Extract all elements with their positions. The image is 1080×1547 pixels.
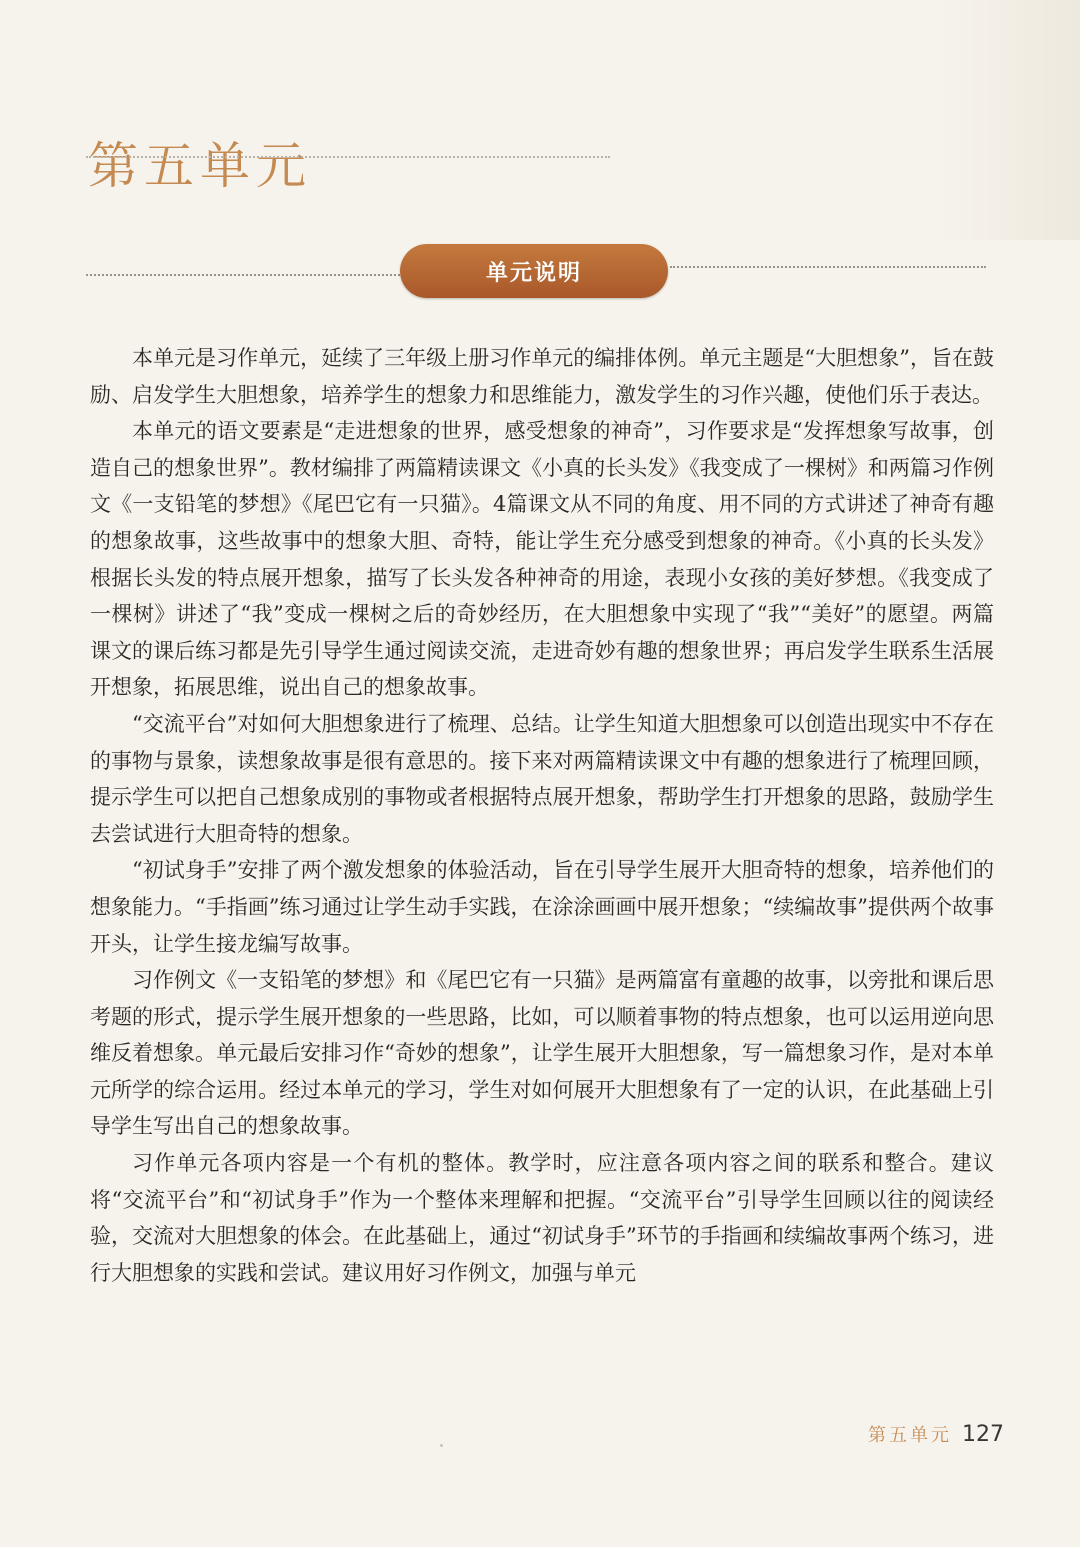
footer-unit-label: 第五单元	[868, 1425, 952, 1446]
unit-title: 第五单元	[88, 136, 312, 195]
section-label-pill	[400, 244, 668, 298]
paragraph: 习作单元各项内容是一个有机的整体。教学时，应注意各项内容之间的联系和整合。建议将“交流平台”和“初试身手”作为一个整体来理解和把握。“交流平台”引导学生回顾以往的阅读经验，交流对大胆想象的体会。在此基础上，通过“初试身手”环节的手指画和续编故事两个练习，进行大胆想象的实践和尝试。建议用好习作例文，加强与单元	[90, 1151, 994, 1285]
body-text	[90, 340, 994, 1291]
print-mark	[440, 1444, 443, 1447]
section-label: 单元说明	[485, 260, 582, 286]
paragraph: 习作例文《一支铅笔的梦想》和《尾巴它有一只猫》是两篇富有童趣的故事，以旁批和课后思考题的形式，提示学生展开想象的一些思路，比如，可以顺着事物的特点想象，也可以运用逆向思维反着想象。单元最后安排习作“奇妙的想象”，让学生展开大胆想象，写一篇想象习作，是对本单元所学的综合运用。经过本单元的学习，学生对如何展开大胆想象有了一定的认识，在此基础上引导学生写出自己的想象故事。	[90, 968, 994, 1139]
paper-edge-shading	[940, 0, 1080, 240]
paragraph: “交流平台”对如何大胆想象进行了梳理、总结。让学生知道大胆想象可以创造出现实中不存在的事物与景象，读想象故事是很有意思的。接下来对两篇精读课文中有趣的想象进行了梳理回顾，提示学生可以把自己想象成别的事物或者根据特点展开想象，帮助学生打开想象的思路，鼓励学生去尝试进行大胆奇特的想象。	[90, 711, 994, 846]
paragraph: 本单元的语文要素是“走进想象的世界，感受想象的神奇”，习作要求是“发挥想象写故事，创造自己的想象世界”。教材编排了两篇精读课文《小真的长头发》《我变成了一棵树》和两篇习作例文《一支铅笔的梦想》《尾巴它有一只猫》。4篇课文从不同的角度、用不同的方式讲述了神奇有趣的想象故事，这些故事中的想象大胆、奇特，能让学生充分感受到想象的神奇。《小真的长头发》根据长头发的特点展开想象，描写了长头发各种神奇的用途，表现小女孩的美好梦想。《我变成了一棵树》讲述了“我”变成一棵树之后的奇妙经历，在大胆想象中实现了“我”“美好”的愿望。两篇课文的课后练习都是先引导学生通过阅读交流，走进奇妙有趣的想象世界；再启发学生联系生活展开想象，拓展思维，说出自己的想象故事。	[90, 419, 994, 700]
section-header	[86, 244, 986, 298]
title-dotted-rule	[86, 156, 610, 158]
page-number: 127	[962, 1422, 1004, 1447]
section-dotted-rule-right	[670, 266, 986, 268]
section-dotted-rule-left	[86, 274, 408, 276]
page-footer	[868, 1421, 1004, 1447]
paragraph: “初试身手”安排了两个激发想象的体验活动，旨在引导学生展开大胆奇特的想象，培养他们的想象能力。“手指画”练习通过让学生动手实践，在涂涂画画中展开想象；“续编故事”提供两个故事开头，让学生接龙编写故事。	[90, 858, 994, 956]
paragraph: 本单元是习作单元，延续了三年级上册习作单元的编排体例。单元主题是“大胆想象”，旨在鼓励、启发学生大胆想象，培养学生的想象力和思维能力，激发学生的习作兴趣，使他们乐于表达。	[90, 346, 994, 407]
